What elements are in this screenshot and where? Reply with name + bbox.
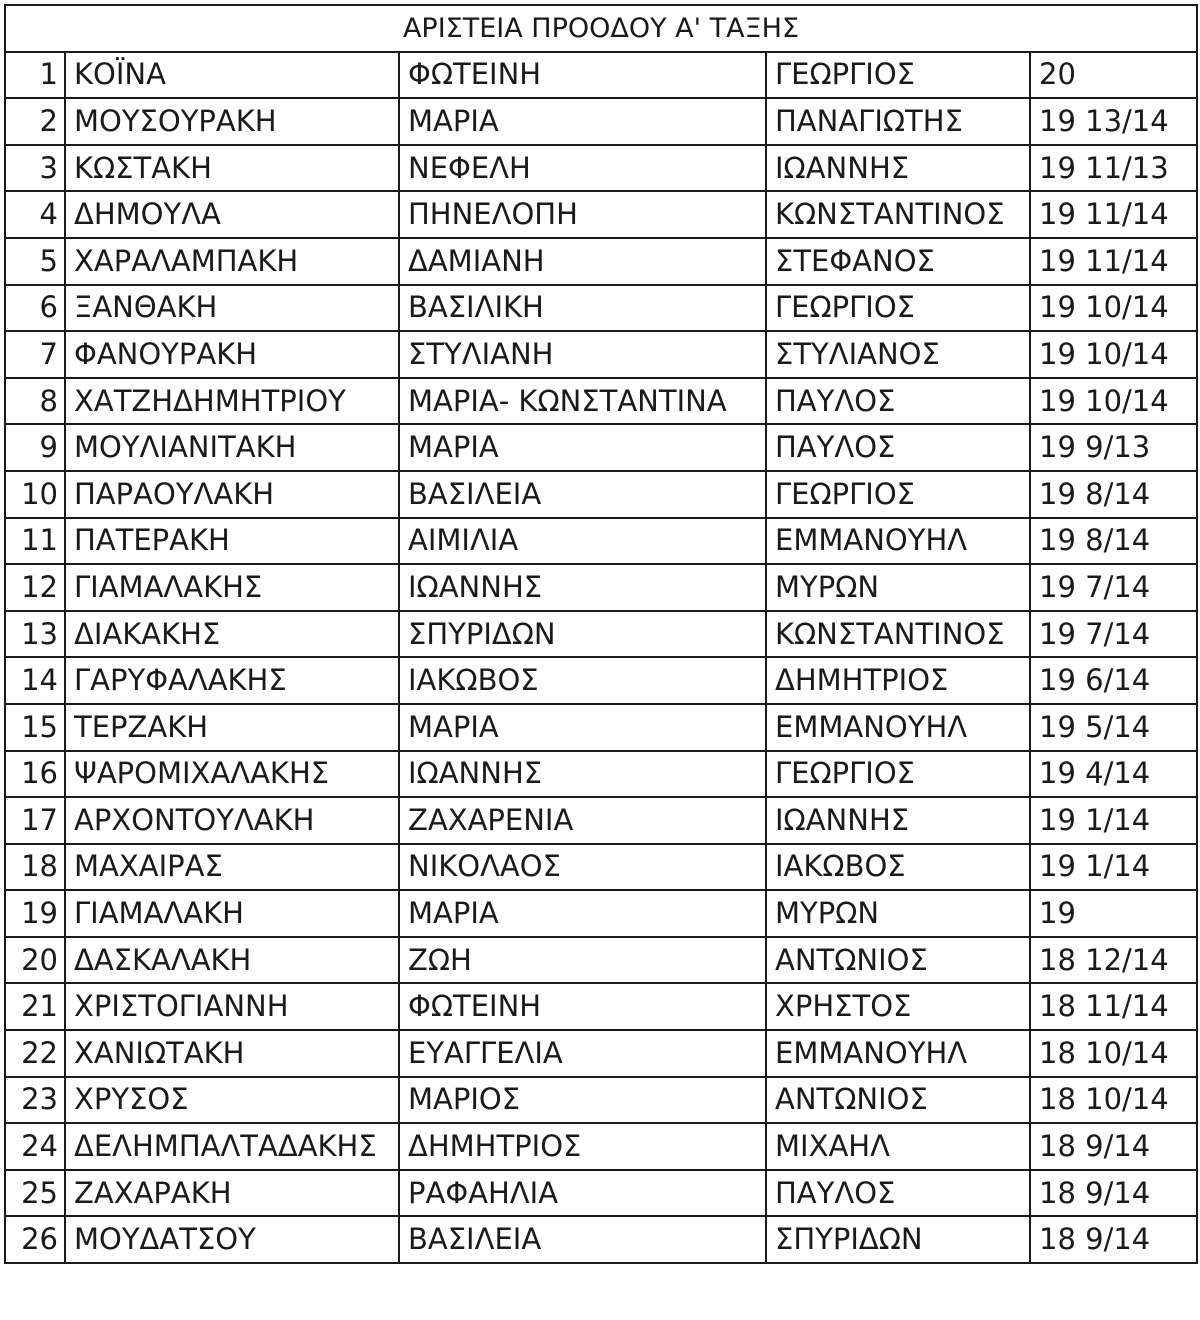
- grade-cell: 19 8/14: [1030, 518, 1197, 565]
- grade-cell: 18 9/14: [1030, 1123, 1197, 1170]
- grade-cell: 19 1/14: [1030, 797, 1197, 844]
- father-name-cell: ΣΠΥΡΙΔΩΝ: [766, 1216, 1030, 1263]
- grade-cell: 19 6/14: [1030, 657, 1197, 704]
- rank-cell: 1: [5, 52, 65, 99]
- first-name-cell: ΝΙΚΟΛΑΟΣ: [399, 844, 766, 891]
- rank-cell: 26: [5, 1216, 65, 1263]
- grade-cell: 19 4/14: [1030, 751, 1197, 798]
- father-name-cell: ΑΝΤΩΝΙΟΣ: [766, 937, 1030, 984]
- surname-cell: ΜΑΧΑΙΡΑΣ: [65, 844, 399, 891]
- grade-cell: 19 8/14: [1030, 471, 1197, 518]
- father-name-cell: ΜΥΡΩΝ: [766, 564, 1030, 611]
- surname-cell: ΔΗΜΟΥΛΑ: [65, 191, 399, 238]
- first-name-cell: ΜΑΡΙΟΣ: [399, 1077, 766, 1124]
- father-name-cell: ΓΕΩΡΓΙΟΣ: [766, 285, 1030, 332]
- grade-cell: 19 1/14: [1030, 844, 1197, 891]
- table-row: [5, 657, 1197, 704]
- rank-cell: 7: [5, 331, 65, 378]
- surname-cell: ΖΑΧΑΡΑΚΗ: [65, 1170, 399, 1217]
- father-name-cell: ΜΙΧΑΗΛ: [766, 1123, 1030, 1170]
- table-title: ΑΡΙΣΤΕΙΑ ΠΡΟΟΔΟΥ Α' ΤΑΞΗΣ: [5, 5, 1197, 52]
- surname-cell: ΨΑΡΟΜΙΧΑΛΑΚΗΣ: [65, 751, 399, 798]
- first-name-cell: ΖΩΗ: [399, 937, 766, 984]
- rank-cell: 19: [5, 890, 65, 937]
- first-name-cell: ΙΩΑΝΝΗΣ: [399, 751, 766, 798]
- father-name-cell: ΚΩΝΣΤΑΝΤΙΝΟΣ: [766, 191, 1030, 238]
- surname-cell: ΧΡΙΣΤΟΓΙΑΝΝΗ: [65, 983, 399, 1030]
- first-name-cell: ΔΗΜΗΤΡΙΟΣ: [399, 1123, 766, 1170]
- father-name-cell: ΓΕΩΡΓΙΟΣ: [766, 52, 1030, 99]
- rank-cell: 16: [5, 751, 65, 798]
- table-row: [5, 1030, 1197, 1077]
- surname-cell: ΚΟΪΝΑ: [65, 52, 399, 99]
- grade-cell: 18 11/14: [1030, 983, 1197, 1030]
- rank-cell: 3: [5, 145, 65, 192]
- father-name-cell: ΙΩΑΝΝΗΣ: [766, 797, 1030, 844]
- surname-cell: ΧΡΥΣΟΣ: [65, 1077, 399, 1124]
- rank-cell: 8: [5, 378, 65, 425]
- first-name-cell: ΙΑΚΩΒΟΣ: [399, 657, 766, 704]
- table-row: [5, 98, 1197, 145]
- table-row: [5, 238, 1197, 285]
- table-row: [5, 331, 1197, 378]
- rank-cell: 6: [5, 285, 65, 332]
- first-name-cell: ΜΑΡΙΑ: [399, 98, 766, 145]
- first-name-cell: ΕΥΑΓΓΕΛΙΑ: [399, 1030, 766, 1077]
- grade-cell: 19 11/14: [1030, 238, 1197, 285]
- rank-cell: 9: [5, 424, 65, 471]
- first-name-cell: ΜΑΡΙΑ: [399, 890, 766, 937]
- rank-cell: 24: [5, 1123, 65, 1170]
- surname-cell: ΔΕΛΗΜΠΑΛΤΑΔΑΚΗΣ: [65, 1123, 399, 1170]
- table-row: [5, 471, 1197, 518]
- table-row: [5, 1170, 1197, 1217]
- surname-cell: ΓΑΡΥΦΑΛΑΚΗΣ: [65, 657, 399, 704]
- title-row: [5, 5, 1197, 52]
- father-name-cell: ΔΗΜΗΤΡΙΟΣ: [766, 657, 1030, 704]
- father-name-cell: ΣΤΕΦΑΝΟΣ: [766, 238, 1030, 285]
- rank-cell: 10: [5, 471, 65, 518]
- table-row: [5, 1216, 1197, 1263]
- father-name-cell: ΙΑΚΩΒΟΣ: [766, 844, 1030, 891]
- surname-cell: ΑΡΧΟΝΤΟΥΛΑΚΗ: [65, 797, 399, 844]
- first-name-cell: ΠΗΝΕΛΟΠΗ: [399, 191, 766, 238]
- first-name-cell: ΔΑΜΙΑΝΗ: [399, 238, 766, 285]
- father-name-cell: ΓΕΩΡΓΙΟΣ: [766, 751, 1030, 798]
- grade-cell: 19 10/14: [1030, 331, 1197, 378]
- grade-cell: 19 10/14: [1030, 285, 1197, 332]
- first-name-cell: ΑΙΜΙΛΙΑ: [399, 518, 766, 565]
- grade-cell: 18 10/14: [1030, 1030, 1197, 1077]
- table-row: [5, 1123, 1197, 1170]
- table-row: [5, 378, 1197, 425]
- rank-cell: 17: [5, 797, 65, 844]
- grade-cell: 18 12/14: [1030, 937, 1197, 984]
- surname-cell: ΚΩΣΤΑΚΗ: [65, 145, 399, 192]
- surname-cell: ΠΑΡΑΟΥΛΑΚΗ: [65, 471, 399, 518]
- table-row: [5, 611, 1197, 658]
- father-name-cell: ΕΜΜΑΝΟΥΗΛ: [766, 704, 1030, 751]
- first-name-cell: ΖΑΧΑΡΕΝΙΑ: [399, 797, 766, 844]
- first-name-cell: ΒΑΣΙΛΕΙΑ: [399, 471, 766, 518]
- surname-cell: ΜΟΥΛΙΑΝΙΤΑΚΗ: [65, 424, 399, 471]
- first-name-cell: ΦΩΤΕΙΝΗ: [399, 983, 766, 1030]
- grade-cell: 19 11/13: [1030, 145, 1197, 192]
- rank-cell: 25: [5, 1170, 65, 1217]
- first-name-cell: ΝΕΦΕΛΗ: [399, 145, 766, 192]
- father-name-cell: ΑΝΤΩΝΙΟΣ: [766, 1077, 1030, 1124]
- table-row: [5, 751, 1197, 798]
- surname-cell: ΠΑΤΕΡΑΚΗ: [65, 518, 399, 565]
- grade-cell: 19 7/14: [1030, 564, 1197, 611]
- first-name-cell: ΜΑΡΙΑ: [399, 424, 766, 471]
- table-row: [5, 844, 1197, 891]
- table-row: [5, 52, 1197, 99]
- surname-cell: ΔΙΑΚΑΚΗΣ: [65, 611, 399, 658]
- first-name-cell: ΜΑΡΙΑ: [399, 704, 766, 751]
- grade-cell: 19 11/14: [1030, 191, 1197, 238]
- table-row: [5, 890, 1197, 937]
- rank-cell: 23: [5, 1077, 65, 1124]
- rank-cell: 11: [5, 518, 65, 565]
- grade-cell: 20: [1030, 52, 1197, 99]
- grade-cell: 19 9/13: [1030, 424, 1197, 471]
- table-row: [5, 797, 1197, 844]
- surname-cell: ΦΑΝΟΥΡΑΚΗ: [65, 331, 399, 378]
- table-row: [5, 983, 1197, 1030]
- father-name-cell: ΠΑΝΑΓΙΩΤΗΣ: [766, 98, 1030, 145]
- father-name-cell: ΠΑΥΛΟΣ: [766, 424, 1030, 471]
- table-row: [5, 937, 1197, 984]
- surname-cell: ΜΟΥΔΑΤΣΟΥ: [65, 1216, 399, 1263]
- first-name-cell: ΒΑΣΙΛΕΙΑ: [399, 1216, 766, 1263]
- first-name-cell: ΣΠΥΡΙΔΩΝ: [399, 611, 766, 658]
- rank-cell: 4: [5, 191, 65, 238]
- rank-cell: 15: [5, 704, 65, 751]
- first-name-cell: ΣΤΥΛΙΑΝΗ: [399, 331, 766, 378]
- surname-cell: ΓΙΑΜΑΛΑΚΗΣ: [65, 564, 399, 611]
- surname-cell: ΤΕΡΖΑΚΗ: [65, 704, 399, 751]
- table-row: [5, 191, 1197, 238]
- grade-cell: 18 10/14: [1030, 1077, 1197, 1124]
- table-row: [5, 145, 1197, 192]
- rank-cell: 13: [5, 611, 65, 658]
- surname-cell: ΓΙΑΜΑΛΑΚΗ: [65, 890, 399, 937]
- table-row: [5, 1077, 1197, 1124]
- surname-cell: ΔΑΣΚΑΛΑΚΗ: [65, 937, 399, 984]
- table-row: [5, 704, 1197, 751]
- father-name-cell: ΠΑΥΛΟΣ: [766, 1170, 1030, 1217]
- table-row: [5, 424, 1197, 471]
- first-name-cell: ΡΑΦΑΗΛΙΑ: [399, 1170, 766, 1217]
- first-name-cell: ΙΩΑΝΝΗΣ: [399, 564, 766, 611]
- rank-cell: 20: [5, 937, 65, 984]
- rank-cell: 18: [5, 844, 65, 891]
- grade-cell: 18 9/14: [1030, 1170, 1197, 1217]
- first-name-cell: ΦΩΤΕΙΝΗ: [399, 52, 766, 99]
- rank-cell: 2: [5, 98, 65, 145]
- father-name-cell: ΠΑΥΛΟΣ: [766, 378, 1030, 425]
- father-name-cell: ΕΜΜΑΝΟΥΗΛ: [766, 518, 1030, 565]
- honors-table-body: [5, 5, 1197, 1263]
- surname-cell: ΞΑΝΘΑΚΗ: [65, 285, 399, 332]
- first-name-cell: ΜΑΡΙΑ- ΚΩΝΣΤΑΝΤΙΝΑ: [399, 378, 766, 425]
- rank-cell: 12: [5, 564, 65, 611]
- father-name-cell: ΓΕΩΡΓΙΟΣ: [766, 471, 1030, 518]
- father-name-cell: ΜΥΡΩΝ: [766, 890, 1030, 937]
- table-row: [5, 285, 1197, 332]
- father-name-cell: ΣΤΥΛΙΑΝΟΣ: [766, 331, 1030, 378]
- honors-table: [4, 4, 1198, 1264]
- surname-cell: ΧΑΤΖΗΔΗΜΗΤΡΙΟΥ: [65, 378, 399, 425]
- father-name-cell: ΕΜΜΑΝΟΥΗΛ: [766, 1030, 1030, 1077]
- surname-cell: ΧΑΝΙΩΤΑΚΗ: [65, 1030, 399, 1077]
- grade-cell: 19 10/14: [1030, 378, 1197, 425]
- grade-cell: 19 13/14: [1030, 98, 1197, 145]
- grade-cell: 19 7/14: [1030, 611, 1197, 658]
- surname-cell: ΧΑΡΑΛΑΜΠΑΚΗ: [65, 238, 399, 285]
- rank-cell: 5: [5, 238, 65, 285]
- grade-cell: 18 9/14: [1030, 1216, 1197, 1263]
- surname-cell: ΜΟΥΣΟΥΡΑΚΗ: [65, 98, 399, 145]
- first-name-cell: ΒΑΣΙΛΙΚΗ: [399, 285, 766, 332]
- table-row: [5, 518, 1197, 565]
- rank-cell: 21: [5, 983, 65, 1030]
- rank-cell: 14: [5, 657, 65, 704]
- grade-cell: 19: [1030, 890, 1197, 937]
- grade-cell: 19 5/14: [1030, 704, 1197, 751]
- father-name-cell: ΧΡΗΣΤΟΣ: [766, 983, 1030, 1030]
- father-name-cell: ΚΩΝΣΤΑΝΤΙΝΟΣ: [766, 611, 1030, 658]
- table-row: [5, 564, 1197, 611]
- rank-cell: 22: [5, 1030, 65, 1077]
- father-name-cell: ΙΩΑΝΝΗΣ: [766, 145, 1030, 192]
